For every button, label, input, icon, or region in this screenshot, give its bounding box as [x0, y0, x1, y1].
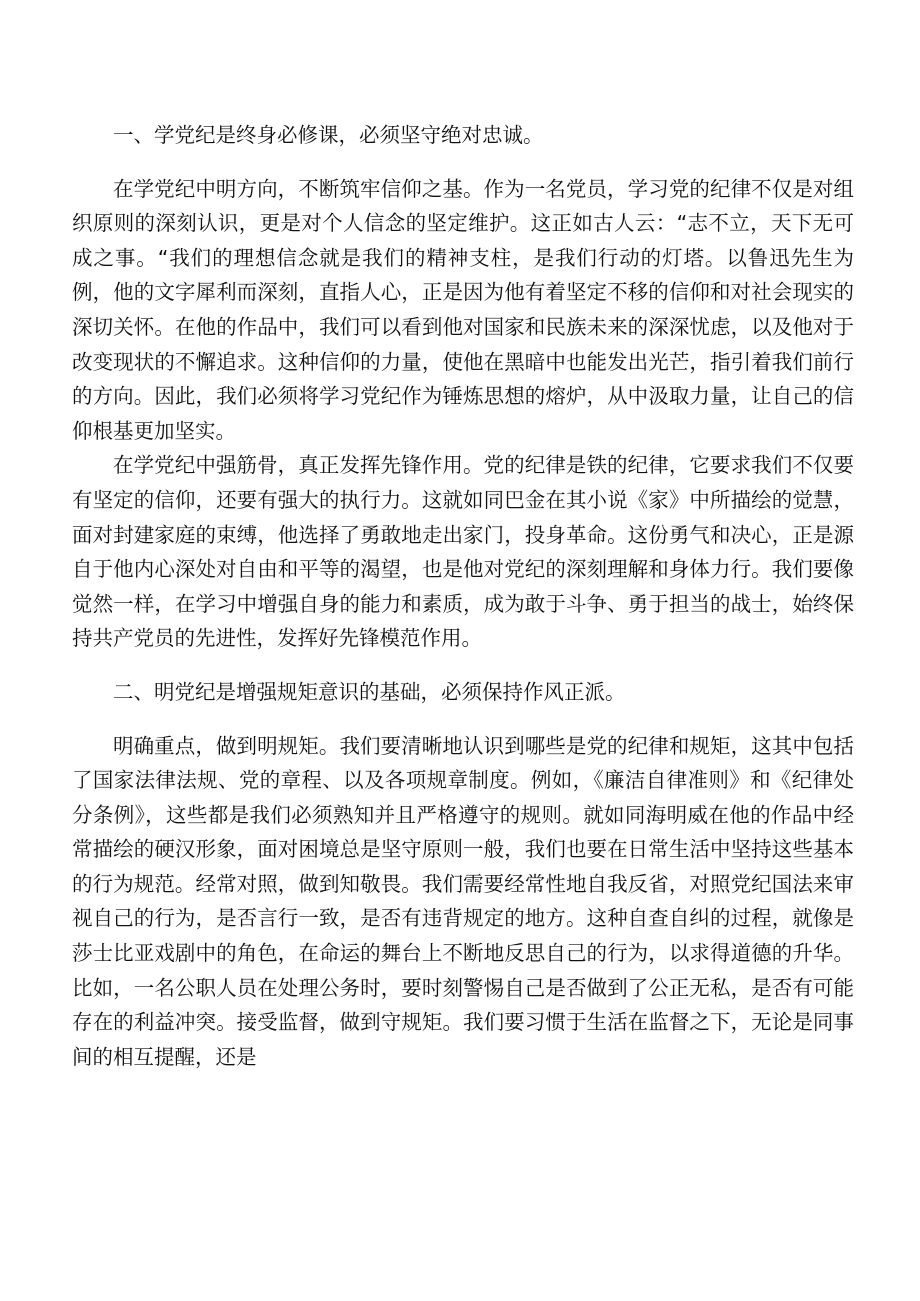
paragraph-2-1: 明确重点，做到明规矩。我们要清晰地认识到哪些是党的纪律和规矩，这其中包括了国家法律法规、党的章程、以及各项规章制度。例如，《廉洁自律准则》和《纪律处分条例》，这些都是我们必须熟知并且严格遵守的规则。就如同海明威在他的作品中经常描绘的硬汉形象，面对困境总是坚守原则一般，我们也要在日常生活中坚持这些基本的行为规范。经常对照，做到知敬畏。我们需要经常性地自我反省，对照党纪国法来审视自己的行为，是否言行一致，是否有违背规定的地方。这种自查自纠的过程，就像是莎士比亚戏剧中的角色，在命运的舞台上不断地反思自己的行为，以求得道德的升华。比如，一名公职人员在处理公务时，要时刻警惕自己是否做到了公正无私，是否有可能存在的利益冲突。接受监督，做到守规矩。我们要习惯于生活在监督之下，无论是同事间的相互提醒，还是	[72, 733, 854, 1069]
section-heading-2: 二、明党纪是增强规矩意识的基础，必须保持作风正派。	[113, 679, 626, 704]
section-heading-1: 一、学党纪是终身必修课，必须坚守绝对忠诚。	[113, 123, 544, 147]
paragraph-1-2: 在学党纪中强筋骨，真正发挥先锋作用。党的纪律是铁的纪律，它要求我们不仅要有坚定的信仰，还要有强大的执行力。这就如同巴金在其小说《家》中所描绘的觉慧，面对封建家庭的束缚，他选择了勇敢地走出家门，投身革命。这份勇气和决心，正是源自于他内心深处对自由和平等的渴望，也是他对党纪的深刻理解和身体力行。我们要像觉然一样，在学习中增强自身的能力和素质，成为敢于斗争、勇于担当的战士，始终保持共产党员的先进性，发挥好先锋模范作用。	[72, 453, 854, 651]
paragraph-1-1: 在学党纪中明方向，不断筑牢信仰之基。作为一名党员，学习党的纪律不仅是对组织原则的深刻认识，更是对个人信念的坚定维护。这正如古人云：“志不立，天下无可成之事。“我们的理想信念就是我们的精神支柱，是我们行动的灯塔。以鲁迅先生为例，他的文字犀利而深刻，直指人心，正是因为他有着坚定不移的信仰和对社会现实的深切关怀。在他的作品中，我们可以看到他对国家和民族未来的深深忧虑，以及他对于改变现状的不懈追求。这种信仰的力量，使他在黑暗中也能发出光芒，指引着我们前行的方向。因此，我们必须将学习党纪作为锤炼思想的熔炉，从中汲取力量，让自己的信仰根基更加坚实。	[72, 176, 854, 443]
document-body	[72, 118, 854, 1074]
